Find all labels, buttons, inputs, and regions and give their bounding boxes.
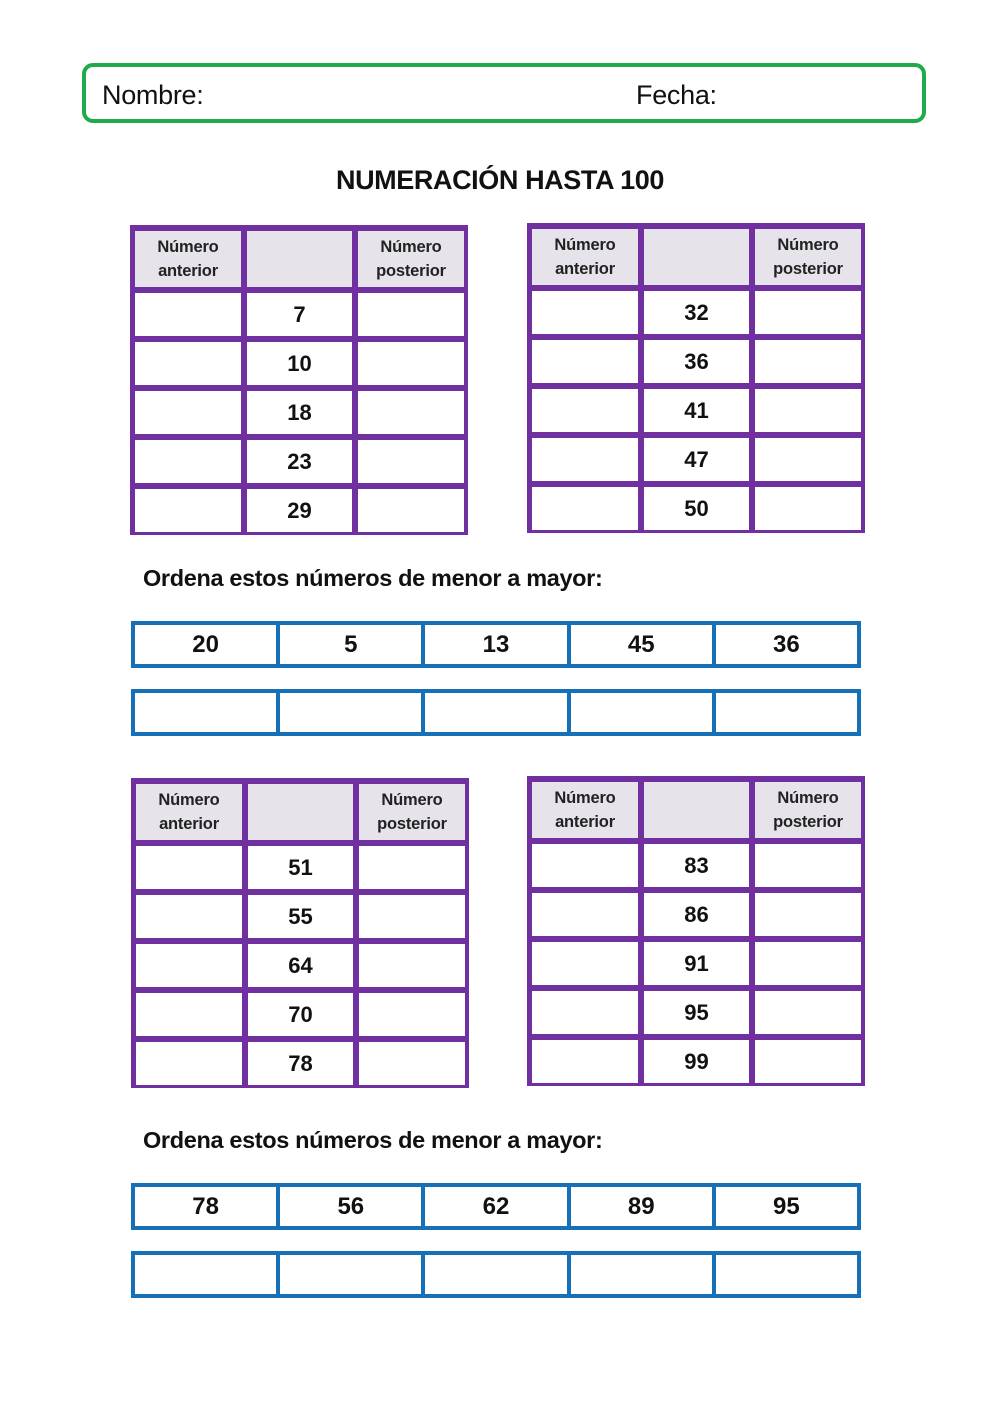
answer-previous[interactable] xyxy=(532,991,638,1034)
instruction-order-1: Ordena estos números de menor a mayor: xyxy=(143,565,603,591)
answer-previous[interactable] xyxy=(135,391,241,434)
header-text: Número xyxy=(554,236,616,254)
answer-next[interactable] xyxy=(358,342,464,385)
given-number: 47 xyxy=(644,438,749,481)
answer-next[interactable] xyxy=(358,489,464,532)
answer-next[interactable] xyxy=(755,991,861,1034)
answer-previous[interactable] xyxy=(532,389,638,432)
header-text: anterior xyxy=(158,262,218,280)
number-to-order: 56 xyxy=(280,1187,421,1226)
given-number: 32 xyxy=(644,291,749,334)
number-to-order: 45 xyxy=(571,625,712,664)
header-text: Número xyxy=(381,791,443,809)
answer-previous[interactable] xyxy=(135,489,241,532)
number-to-order: 20 xyxy=(135,625,276,664)
number-to-order: 89 xyxy=(571,1187,712,1226)
header-number xyxy=(644,229,749,285)
ordered-answer-row-1 xyxy=(131,689,861,736)
given-number: 18 xyxy=(247,391,352,434)
page-title: NUMERACIÓN HASTA 100 xyxy=(335,165,665,195)
answer-next[interactable] xyxy=(358,293,464,336)
neighbor-table-1 xyxy=(130,225,468,535)
ordered-answer-cell[interactable] xyxy=(425,1255,566,1294)
numbers-to-order-1 xyxy=(131,621,861,668)
given-number: 99 xyxy=(644,1040,749,1083)
header-next-number xyxy=(358,231,464,287)
given-number: 50 xyxy=(644,487,749,530)
given-number: 51 xyxy=(248,846,353,889)
answer-next[interactable] xyxy=(358,391,464,434)
header-number xyxy=(247,231,352,287)
header-next-number xyxy=(359,784,465,840)
number-to-order: 78 xyxy=(135,1187,276,1226)
header-text: anterior xyxy=(159,815,219,833)
given-number: 78 xyxy=(248,1042,353,1085)
neighbor-table-3 xyxy=(131,778,469,1088)
answer-previous[interactable] xyxy=(136,846,242,889)
given-number: 91 xyxy=(644,942,749,985)
answer-previous[interactable] xyxy=(532,487,638,530)
answer-previous[interactable] xyxy=(532,438,638,481)
header-text: anterior xyxy=(555,813,615,831)
ordered-answer-cell[interactable] xyxy=(280,693,421,732)
header-next-number xyxy=(755,782,861,838)
instruction-order-2: Ordena estos números de menor a mayor: xyxy=(143,1127,603,1153)
neighbor-table-4 xyxy=(527,776,865,1086)
header-text: posterior xyxy=(377,815,447,833)
answer-previous[interactable] xyxy=(532,942,638,985)
answer-next[interactable] xyxy=(359,895,465,938)
answer-next[interactable] xyxy=(359,944,465,987)
header-number xyxy=(248,784,353,840)
given-number: 41 xyxy=(644,389,749,432)
answer-previous[interactable] xyxy=(532,291,638,334)
header-text: Número xyxy=(554,789,616,807)
answer-next[interactable] xyxy=(755,1040,861,1083)
name-label: Nombre: xyxy=(102,80,204,110)
answer-previous[interactable] xyxy=(532,893,638,936)
header-text: Número xyxy=(777,236,839,254)
answer-previous[interactable] xyxy=(136,993,242,1036)
ordered-answer-cell[interactable] xyxy=(571,1255,712,1294)
given-number: 86 xyxy=(644,893,749,936)
answer-previous[interactable] xyxy=(532,340,638,383)
header-text: Número xyxy=(777,789,839,807)
answer-next[interactable] xyxy=(755,942,861,985)
header-previous-number xyxy=(532,782,638,838)
given-number: 23 xyxy=(247,440,352,483)
ordered-answer-cell[interactable] xyxy=(571,693,712,732)
given-number: 95 xyxy=(644,991,749,1034)
header-number xyxy=(644,782,749,838)
ordered-answer-cell[interactable] xyxy=(280,1255,421,1294)
header-text: Número xyxy=(158,791,220,809)
given-number: 7 xyxy=(247,293,352,336)
numbers-to-order-2 xyxy=(131,1183,861,1230)
ordered-answer-cell[interactable] xyxy=(135,693,276,732)
header-text: posterior xyxy=(773,813,843,831)
answer-previous[interactable] xyxy=(136,944,242,987)
header-text: Número xyxy=(157,238,219,256)
given-number: 70 xyxy=(248,993,353,1036)
ordered-answer-cell[interactable] xyxy=(425,693,566,732)
number-to-order: 95 xyxy=(716,1187,857,1226)
given-number: 64 xyxy=(248,944,353,987)
answer-previous[interactable] xyxy=(532,844,638,887)
given-number: 83 xyxy=(644,844,749,887)
number-to-order: 36 xyxy=(716,625,857,664)
answer-next[interactable] xyxy=(755,893,861,936)
answer-previous[interactable] xyxy=(135,293,241,336)
header-previous-number xyxy=(532,229,638,285)
ordered-answer-cell[interactable] xyxy=(716,1255,857,1294)
header-next-number xyxy=(755,229,861,285)
answer-next[interactable] xyxy=(755,438,861,481)
date-label: Fecha: xyxy=(636,80,717,110)
header-previous-number xyxy=(135,231,241,287)
header-text: Número xyxy=(380,238,442,256)
ordered-answer-cell[interactable] xyxy=(135,1255,276,1294)
given-number: 10 xyxy=(247,342,352,385)
header-previous-number xyxy=(136,784,242,840)
header-text: posterior xyxy=(376,262,446,280)
number-to-order: 62 xyxy=(425,1187,566,1226)
answer-next[interactable] xyxy=(755,291,861,334)
answer-next[interactable] xyxy=(359,846,465,889)
number-to-order: 5 xyxy=(280,625,421,664)
answer-previous[interactable] xyxy=(135,440,241,483)
neighbor-table-2 xyxy=(527,223,865,533)
given-number: 36 xyxy=(644,340,749,383)
answer-next[interactable] xyxy=(755,340,861,383)
answer-next[interactable] xyxy=(755,487,861,530)
answer-previous[interactable] xyxy=(136,1042,242,1085)
answer-next[interactable] xyxy=(359,1042,465,1085)
answer-next[interactable] xyxy=(755,844,861,887)
answer-next[interactable] xyxy=(755,389,861,432)
number-to-order: 13 xyxy=(425,625,566,664)
answer-previous[interactable] xyxy=(532,1040,638,1083)
answer-next[interactable] xyxy=(358,440,464,483)
given-number: 55 xyxy=(248,895,353,938)
given-number: 29 xyxy=(247,489,352,532)
ordered-answer-cell[interactable] xyxy=(716,693,857,732)
answer-next[interactable] xyxy=(359,993,465,1036)
answer-previous[interactable] xyxy=(135,342,241,385)
header-text: posterior xyxy=(773,260,843,278)
header-text: anterior xyxy=(555,260,615,278)
answer-previous[interactable] xyxy=(136,895,242,938)
ordered-answer-row-2 xyxy=(131,1251,861,1298)
student-info-box xyxy=(82,63,926,123)
